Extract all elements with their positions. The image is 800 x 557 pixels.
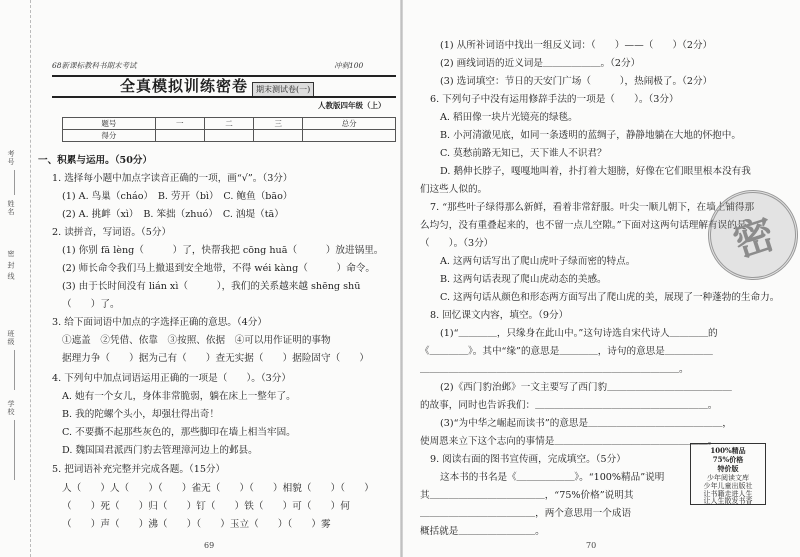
question-9-line-2: 其＿＿＿＿＿＿＿＿＿＿＿＿，“75%价格”说明其 bbox=[420, 490, 634, 501]
question-6-option-d: D. 鹅伸长脖子，嘎嘎地叫着，扑打着大翅膀，好像在它们眼里根本没有我 bbox=[440, 166, 751, 177]
question-8-1-line-3: ＿＿＿＿＿＿＿＿＿＿＿＿＿＿＿＿＿＿＿＿＿＿＿＿＿＿＿。 bbox=[420, 364, 689, 375]
margin-line bbox=[14, 350, 15, 390]
title-tag: 期末测试卷(一) bbox=[252, 82, 314, 98]
question-4-option-b: B. 我的陀螺个头小，却强壮得出奇！ bbox=[62, 409, 220, 420]
question-2-line-3: (3) 由于长时间没有 lián xì（ ），我们的关系越来越 shēng shū bbox=[62, 281, 361, 292]
question-1-line-2: (2) A. 挑衅（xì） B. 笨拙（zhuó） C. 汹堤（tā） bbox=[62, 209, 284, 220]
question-6-option-c: C. 莫愁前路无知已，天下谁人不识君？ bbox=[440, 148, 607, 159]
margin-line bbox=[14, 420, 15, 480]
ad-line: 100%精品 bbox=[710, 446, 746, 455]
score-table-row bbox=[63, 130, 396, 142]
question-4-option-a: A. 她有一个女儿，身体非常脆弱，躺在床上一整年了。 bbox=[62, 391, 296, 402]
question-4-option-c: C. 不要撕不起那些灰色的，那些脚印在墙上相当牢固。 bbox=[62, 427, 296, 438]
margin-number-label: 考号 bbox=[7, 150, 15, 166]
question-6: 6. 下列句子中没有运用修辞手法的一项是（ ）。（3分） bbox=[430, 94, 679, 105]
question-9-line-1: 这本书的书名是《＿＿＿＿＿＿》。“100%精品”说明 bbox=[440, 472, 665, 483]
question-2-line-4: （ ）了。 bbox=[62, 299, 120, 310]
question-4: 4. 下列句中加点词语运用正确的一项是（ ）。（3分） bbox=[52, 373, 291, 384]
question-3-items: 据理力争（ ）据为己有（ ）查无实据（ ）据险固守（ ） bbox=[62, 353, 369, 364]
question-1-line-1: (1) A. 鸟巢（cháo） B. 劳开（bì） C. 鲍鱼（bāo） bbox=[62, 191, 293, 202]
ad-line: 让人生散发书香 bbox=[703, 497, 753, 505]
header-series: 68新课标教科书期末考试 bbox=[52, 61, 137, 70]
edition-label: 人教版四年级（上） bbox=[318, 101, 386, 110]
ad-line: 75%价格 bbox=[712, 455, 744, 464]
question-8: 8. 回忆课文内容，填空。（9分） bbox=[430, 310, 569, 321]
score-table bbox=[62, 117, 396, 142]
question-6-option-b: B. 小河清澈见底，如同一条透明的蓝绸子，静静地躺在大地的怀抱中。 bbox=[440, 130, 741, 141]
question-5-2: (2) 画线词语的近义词是＿＿＿＿＿＿。（2分） bbox=[440, 58, 641, 69]
page-title: 全真模拟训练密卷 bbox=[120, 77, 249, 95]
question-7-option-c: C. 这两句话从颜色和形态两方面写出了爬山虎的美，展现了一种蓬勃的生命力。 bbox=[440, 292, 780, 303]
question-5-1: (1) 从所补词语中找出一组反义词：（ ）——（ ）（2分） bbox=[440, 40, 713, 51]
ad-line: 特价版 bbox=[717, 464, 739, 473]
question-7-option-b: B. 这两句话表现了爬山虎动态的美感。 bbox=[440, 274, 607, 285]
score-table-row bbox=[63, 118, 396, 130]
book-ad-poster bbox=[690, 443, 766, 505]
score-cell: 一 bbox=[155, 118, 204, 130]
question-9-line-4: 概括就是＿＿＿＿＿＿＿＿。 bbox=[420, 526, 545, 537]
question-5-row-3: （ ）声（ ）沸（ ）（ ）玉立（ ）（ ）雾 bbox=[62, 519, 331, 530]
margin-seal-label: 密 封 线 bbox=[7, 250, 15, 281]
question-9: 9. 阅读右面的图书宣传画，完成填空。（5分） bbox=[430, 454, 626, 465]
score-input-cell[interactable] bbox=[155, 130, 204, 142]
ad-line: 少年阅读文库 bbox=[707, 474, 749, 482]
question-2: 2. 读拼音，写词语。（5分） bbox=[52, 227, 172, 238]
score-cell: 总分 bbox=[303, 118, 396, 130]
header-brand: 冲刺100 bbox=[334, 61, 364, 70]
question-7-option-a: A. 这两句话写出了爬山虎叶子绿而密的特点。 bbox=[440, 256, 636, 267]
page-number-left: 69 bbox=[204, 541, 215, 550]
question-6-option-d-cont: 们这些人似的。 bbox=[420, 184, 488, 195]
question-7-line-3: （ ）。（3分） bbox=[420, 238, 494, 249]
score-cell: 二 bbox=[204, 118, 253, 130]
question-2-line-2: (2) 师长命令我们马上撤退到安全地带，不得 wéi kàng（ ）命令。 bbox=[62, 263, 375, 274]
question-8-3-line-2: 使周恩来立下这个志向的事情是＿＿＿＿＿＿＿＿＿＿＿＿＿＿＿＿。 bbox=[420, 436, 718, 447]
title-rule-bottom bbox=[52, 96, 396, 98]
score-input-cell[interactable] bbox=[303, 130, 396, 142]
margin-school-label: 学校 bbox=[7, 400, 15, 416]
question-1: 1. 选择每小题中加点字读音正确的一项，画“√”。（3分） bbox=[52, 173, 293, 184]
score-cell: 三 bbox=[254, 118, 303, 130]
question-8-2-line-2: 的故事，同时也告诉我们：＿＿＿＿＿＿＿＿＿＿＿＿＿＿＿＿＿＿。 bbox=[420, 400, 718, 411]
page-number-right: 70 bbox=[586, 541, 597, 550]
ad-line: 让书籍走进人生 bbox=[703, 490, 753, 498]
question-8-1: (1)“＿＿＿＿，只缘身在此山中。”这句诗选自宋代诗人＿＿＿＿的 bbox=[440, 328, 718, 339]
ad-line: 少年儿童出版社 bbox=[703, 482, 753, 490]
question-3: 3. 给下面词语中加点的字选择正确的意思。（4分） bbox=[52, 317, 267, 328]
margin-class-label: 班级 bbox=[7, 330, 15, 346]
question-7-line-2: 么均匀，没有重叠起来的，也不留一点儿空隙。”下面对这两句话理解有误的是 bbox=[420, 220, 747, 231]
question-6-option-a: A. 稻田像一块片光镜亮的绿毯。 bbox=[440, 112, 578, 123]
question-5: 5. 把词语补充完整并完成各题。（15分） bbox=[52, 464, 226, 475]
seal-margin bbox=[0, 0, 31, 557]
score-input-cell[interactable] bbox=[204, 130, 253, 142]
question-7: 7. “那些叶子绿得那么新鲜，看着非常舒服。叶尖一顺儿朝下，在墙上铺得那 bbox=[430, 202, 755, 213]
question-8-2: (2)《西门豹治邺》一文主要写了西门豹＿＿＿＿＿＿＿＿＿＿＿＿＿ bbox=[440, 382, 732, 393]
question-8-1-line-2: 《＿＿＿＿》。其中“缘”的意思是＿＿＿＿，诗句的意思是＿＿＿＿＿ bbox=[420, 346, 713, 357]
section-heading: 一、积累与运用。（50分） bbox=[38, 155, 153, 166]
question-5-row-2: （ ）死（ ）归（ ）钉（ ）铁（ ）可（ ）何 bbox=[62, 501, 350, 512]
margin-name-label: 姓名 bbox=[7, 200, 15, 216]
question-2-line-1: (1) 你别 fā lèng（ ）了，快帮我把 cōng huā（ ）放进锅里。 bbox=[62, 245, 384, 256]
question-8-3: (3)“为中华之崛起而读书”的意思是＿＿＿＿＿＿＿＿＿＿＿＿＿＿， bbox=[440, 418, 733, 429]
margin-line bbox=[14, 170, 15, 195]
question-4-option-d: D. 魏国国君派西门豹去管理漳河边上的邺县。 bbox=[62, 445, 258, 456]
stamp-character: 密 bbox=[727, 209, 781, 267]
score-cell: 题号 bbox=[63, 118, 156, 130]
score-input-cell[interactable] bbox=[254, 130, 303, 142]
page-fold bbox=[400, 0, 403, 557]
score-cell: 得分 bbox=[63, 130, 156, 142]
question-9-line-3: ＿＿＿＿＿＿＿＿＿＿＿＿，两个意思用一个成语 bbox=[420, 508, 632, 519]
question-3-options: ①遮盖 ②凭借、依靠 ③按照、依据 ④可以用作证明的事物 bbox=[62, 335, 331, 346]
question-5-row-1: 人（ ）人（ ）（ ）雀无（ ）（ ）相貌（ ）（ ） bbox=[62, 483, 374, 494]
question-5-3: (3) 选词填空：节日的天安门广场（ ），热闹极了。（2分） bbox=[440, 76, 713, 87]
